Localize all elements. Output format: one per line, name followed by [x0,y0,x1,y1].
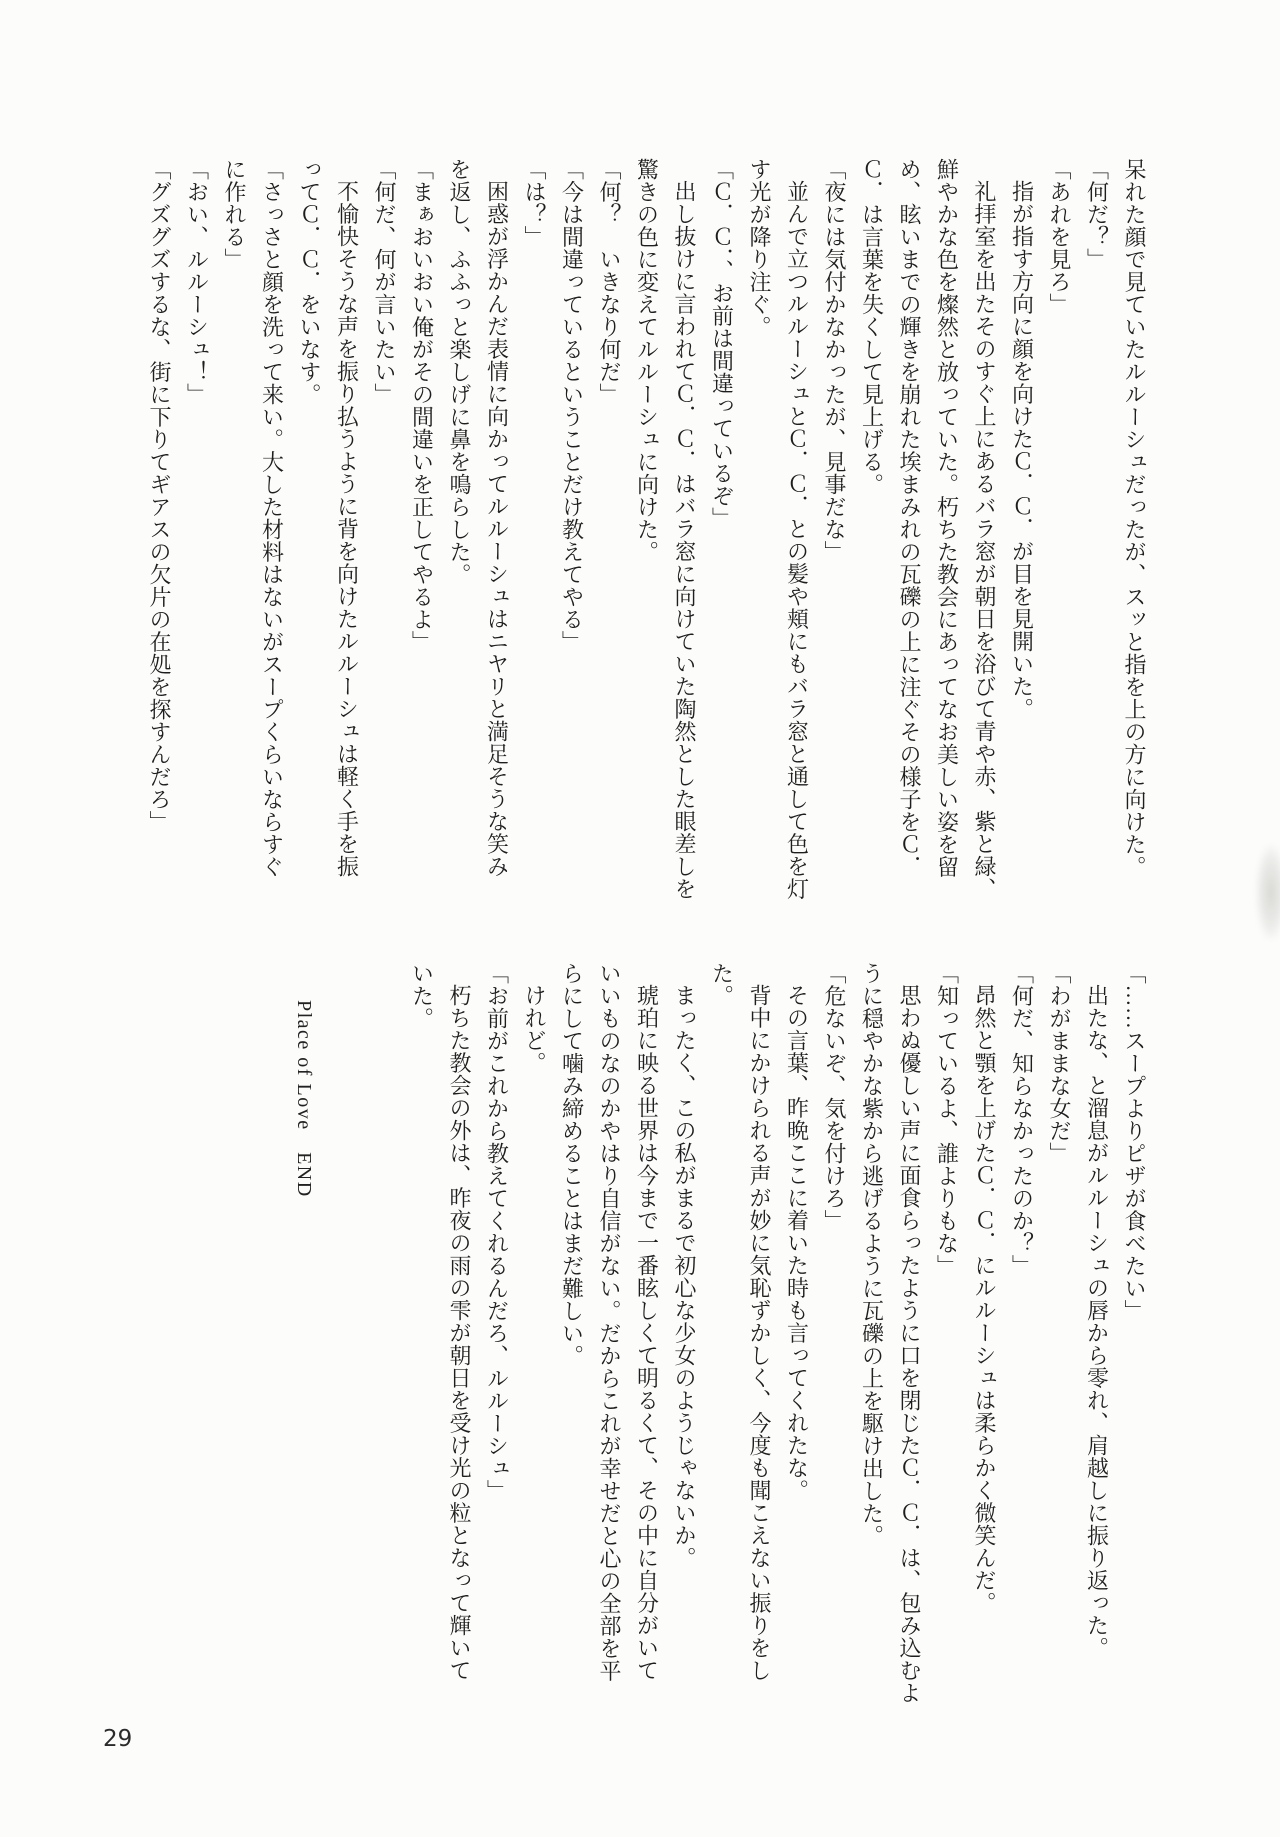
text-column: 「わがままな女だ」 [1047,962,1072,1165]
text-column: 困惑が浮かんだ表情に向かってルルーシュはニヤリと満足そうな笑み [484,180,510,878]
text-column: 「何？ いきなり何だ」 [597,158,622,406]
text-column: に作れる」 [222,158,247,271]
text-column: うに穏やかな紫から逃げるように瓦礫の上を駆け出した。 [859,962,885,1547]
text-column: 並んで立つルルーシュとＣ．Ｃ．との髪や頬にもバラ窓と通して色を灯 [784,180,810,900]
text-column: 礼拝室を出たそのすぐ上にあるバラ窓が朝日を浴びて青や赤、紫と緑、 [972,180,997,900]
page-number: 29 [103,1726,133,1752]
text-column: 出し抜けに言われてＣ．Ｃ．はバラ窓に向けていた陶然とした眼差しを [672,180,697,900]
text-column: けれど。 [522,984,547,1074]
text-column: 「何だ、知らなかったのか？」 [1009,962,1035,1277]
text-column: 「まぁおいおい俺がその間違いを正してやるよ」 [409,158,435,653]
text-column: 「知っているよ、誰よりもな」 [934,962,960,1277]
text-column: 「あれを見ろ」 [1047,158,1072,316]
text-column: す光が降り注ぐ。 [747,158,772,338]
text-column: 背中にかけられる声が妙に気恥ずかしく、今度も聞こえない振りをし [747,984,772,1682]
text-column: いいものなのかやはり自信がない。だからこれが幸せだと心の全部を平 [597,962,622,1682]
text-column: その言葉、昨晩ここに着いた時も言ってくれたな。 [784,984,810,1502]
text-column: 「何だ？」 [1084,158,1110,271]
text-column: 鮮やかな色を燦然と放っていた。朽ちた教会にあってなお美しい姿を留 [934,158,960,878]
text-block-top [141,158,1154,918]
text-column: 「夜には気付かなかったが、見事だな」 [822,158,847,563]
text-column: 「……スープよりピザが食べたい」 [1122,962,1147,1322]
text-column: 琥珀に映る世界は今まで一番眩しくて明るくて、その中に自分がいて [634,984,660,1682]
text-column: 指が指す方向に顔を向けたＣ．Ｃ．が目を見開いた。 [1009,180,1035,720]
text-column: 「何だ、何が言いたい」 [372,158,397,406]
text-column: 呆れた顔で見ていたルルーシュだったが、スッと指を上の方に向けた。 [1122,158,1147,878]
text-column: いた。 [409,962,435,1030]
text-column: 昂然と顎を上げたＣ．Ｃ．にルルーシュは柔らかく微笑んだ。 [972,984,997,1614]
text-column: 驚きの色に変えてルルーシュに向けた。 [634,158,660,563]
text-column: た。 [709,962,735,1007]
text-column: Ｃ．は言葉を失くして見上げる。 [859,158,885,496]
text-column: 「グズグズするな、街に下りてギアスの欠片の在処を探すんだろ」 [147,158,172,833]
text-column: 「は？」 [522,158,547,248]
scan-artifact [1256,845,1280,940]
text-column: 不愉快そうな声を振り払うように背を向けたルルーシュは軽く手を振 [334,180,360,878]
text-column: 「Ｃ．Ｃ．、お前は間違っているぞ」 [709,158,735,530]
text-column: 「おい、ルルーシュ！」 [184,158,210,406]
text-column: ってＣ．Ｃ．をいなす。 [297,158,322,406]
text-block-bottom [403,962,1153,1702]
text-column: 朽ちた教会の外は、昨夜の雨の雫が朝日を受け光の粒となって輝いて [447,984,472,1682]
text-column: まったく、この私がまるで初心な少女のようじゃないか。 [672,984,697,1569]
text-column: め、眩いまでの輝きを崩れた埃まみれの瓦礫の上に注ぐその様子をＣ． [897,158,922,878]
text-column: 「今は間違っているということだけ教えてやる」 [559,158,585,653]
text-column: を返し、ふふっと楽しげに鼻を鳴らした。 [447,158,472,586]
text-column: 「危ないぞ、気を付けろ」 [822,962,847,1232]
story-end-title: Place of Love END [293,1000,315,1198]
text-column: 「お前がこれから教えてくれるんだろ、ルルーシュ」 [484,962,510,1502]
text-column: 「さっさと顔を洗って来い。大した材料はないがスープくらいならすぐ [259,158,285,878]
text-column: 思わぬ優しい声に面食らったように口を閉じたＣ．Ｃ．は、包み込むよ [897,984,922,1704]
text-column: らにして噛み締めることはまだ難しい。 [559,962,585,1367]
text-column: 出たな、と溜息がルルーシュの唇から零れ、肩越しに振り返った。 [1084,984,1110,1659]
